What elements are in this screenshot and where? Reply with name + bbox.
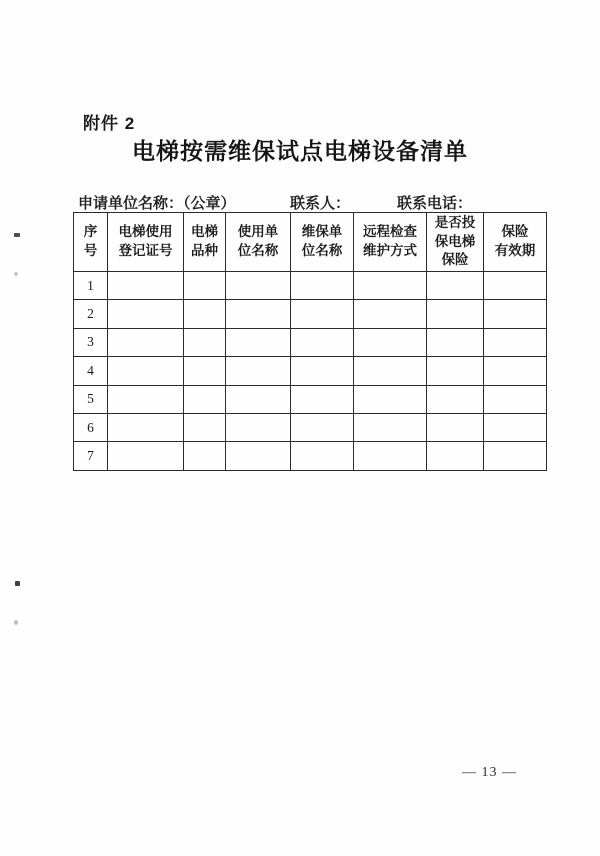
empty-form-cell bbox=[484, 442, 547, 470]
empty-form-cell bbox=[427, 272, 484, 300]
row-number-cell: 6 bbox=[74, 413, 108, 441]
empty-form-cell bbox=[184, 328, 226, 356]
page-title: 电梯按需维保试点电梯设备清单 bbox=[132, 138, 468, 164]
empty-form-cell bbox=[427, 385, 484, 413]
empty-form-cell bbox=[184, 357, 226, 385]
applicant-unit-label: 申请单位名称：（公章） bbox=[78, 196, 236, 212]
empty-form-cell bbox=[484, 272, 547, 300]
empty-form-cell bbox=[291, 272, 354, 300]
empty-form-cell bbox=[108, 272, 184, 300]
empty-form-cell bbox=[226, 357, 291, 385]
table-row bbox=[74, 442, 547, 470]
empty-form-cell bbox=[184, 385, 226, 413]
column-header-maint-unit-name: 维保单 位名称 bbox=[291, 213, 354, 272]
scan-speck bbox=[14, 233, 20, 237]
empty-form-cell bbox=[427, 413, 484, 441]
empty-form-cell bbox=[427, 442, 484, 470]
scan-speck bbox=[14, 272, 18, 276]
table-row bbox=[74, 328, 547, 356]
empty-form-cell bbox=[226, 272, 291, 300]
empty-form-cell bbox=[226, 413, 291, 441]
empty-form-cell bbox=[354, 328, 427, 356]
scan-speck bbox=[14, 620, 18, 625]
empty-form-cell bbox=[108, 413, 184, 441]
empty-form-cell bbox=[108, 442, 184, 470]
column-header-elevator-type: 电梯 品种 bbox=[184, 213, 226, 272]
empty-form-cell bbox=[108, 357, 184, 385]
table-header-row bbox=[74, 213, 547, 272]
page-number: — 13 — bbox=[462, 765, 517, 780]
empty-form-cell bbox=[427, 328, 484, 356]
empty-form-cell bbox=[226, 385, 291, 413]
empty-form-cell bbox=[354, 385, 427, 413]
empty-form-cell bbox=[291, 442, 354, 470]
table-body bbox=[74, 272, 547, 471]
table-row bbox=[74, 357, 547, 385]
empty-form-cell bbox=[354, 300, 427, 328]
empty-form-cell bbox=[226, 300, 291, 328]
empty-form-cell bbox=[184, 300, 226, 328]
row-number-cell: 4 bbox=[74, 357, 108, 385]
row-number-cell: 7 bbox=[74, 442, 108, 470]
attachment-label: 附件 2 bbox=[83, 114, 136, 133]
table-row bbox=[74, 413, 547, 441]
empty-form-cell bbox=[427, 357, 484, 385]
empty-form-cell bbox=[484, 357, 547, 385]
empty-form-cell bbox=[108, 385, 184, 413]
column-header-remote-inspection: 远程检查 维护方式 bbox=[354, 213, 427, 272]
empty-form-cell bbox=[354, 442, 427, 470]
empty-form-cell bbox=[291, 385, 354, 413]
empty-form-cell bbox=[291, 328, 354, 356]
empty-form-cell bbox=[484, 413, 547, 441]
info-line bbox=[0, 192, 600, 212]
table-row bbox=[74, 300, 547, 328]
column-header-insurance-validity: 保险 有效期 bbox=[484, 213, 547, 272]
empty-form-cell bbox=[184, 272, 226, 300]
empty-form-cell bbox=[184, 413, 226, 441]
row-number-cell: 3 bbox=[74, 328, 108, 356]
empty-form-cell bbox=[484, 300, 547, 328]
scan-speck bbox=[15, 581, 20, 586]
equipment-table bbox=[73, 212, 547, 471]
row-number-cell: 5 bbox=[74, 385, 108, 413]
contact-phone-label: 联系电话： bbox=[397, 196, 473, 212]
empty-form-cell bbox=[108, 328, 184, 356]
empty-form-cell bbox=[291, 300, 354, 328]
column-header-insured: 是否投 保电梯 保险 bbox=[427, 213, 484, 272]
empty-form-cell bbox=[354, 413, 427, 441]
table-row bbox=[74, 272, 547, 300]
empty-form-cell bbox=[484, 385, 547, 413]
row-number-cell: 2 bbox=[74, 300, 108, 328]
empty-form-cell bbox=[291, 413, 354, 441]
column-header-registration-no: 电梯使用 登记证号 bbox=[108, 213, 184, 272]
empty-form-cell bbox=[291, 357, 354, 385]
empty-form-cell bbox=[226, 442, 291, 470]
column-header-user-unit-name: 使用单 位名称 bbox=[226, 213, 291, 272]
contact-person-label: 联系人： bbox=[290, 196, 351, 212]
column-header-row-no: 序 号 bbox=[74, 213, 108, 272]
row-number-cell: 1 bbox=[74, 272, 108, 300]
table-row bbox=[74, 385, 547, 413]
empty-form-cell bbox=[226, 328, 291, 356]
empty-form-cell bbox=[427, 300, 484, 328]
empty-form-cell bbox=[484, 328, 547, 356]
empty-form-cell bbox=[354, 272, 427, 300]
empty-form-cell bbox=[108, 300, 184, 328]
empty-form-cell bbox=[184, 442, 226, 470]
empty-form-cell bbox=[354, 357, 427, 385]
